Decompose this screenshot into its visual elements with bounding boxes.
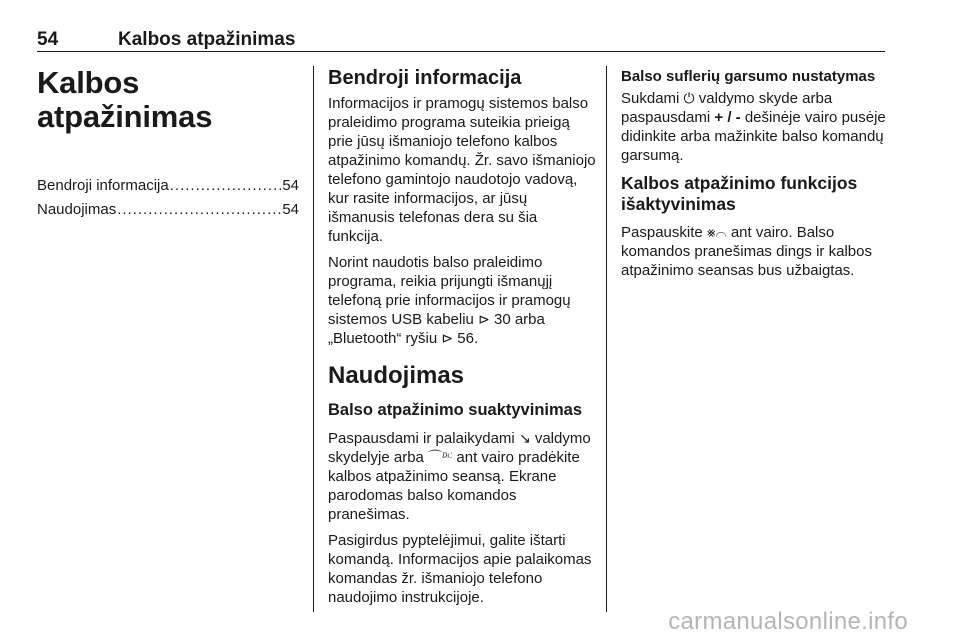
column-middle (328, 66, 596, 614)
subheading-activation: Balso atpažinimo suaktyvinimas (328, 401, 583, 419)
mute-end-call-icon: ⨳⌒ (706, 224, 727, 240)
section-heading-usage: Naudojimas (328, 362, 465, 389)
toc-leader-dots (170, 174, 282, 198)
toc-entry[interactable] (37, 198, 299, 222)
column-left (37, 66, 299, 222)
volume-keys: + / - (714, 109, 741, 126)
subheading-deactivate: Kalbos atpažinimo funkcijos išaktyvinimas (621, 173, 858, 214)
power-knob-icon: ⏻ (683, 90, 695, 106)
toc-leader-dots (117, 198, 281, 222)
voice-button-icon: ↘ (518, 430, 531, 446)
chapter-title: Kalbos atpažinimas (37, 65, 213, 134)
page-number: 54 (37, 29, 59, 50)
watermark: carmanualsonline.info (668, 608, 908, 635)
toc-label: Naudojimas (37, 201, 117, 218)
toc-page: 54 (282, 201, 299, 218)
page-reference-link[interactable]: 56. (457, 330, 479, 347)
toc-label: Bendroji informacija (37, 177, 169, 194)
toc-page: 54 (282, 177, 299, 194)
subheading-volume: Balso suflerių garsumo nustatymas (621, 68, 876, 85)
paragraph: Informacijos ir pramogų sistemos balso praleidimo programa suteikia prieigą prie jūsų išmaniojo telefono kalbos atpažinimo komandų. Žr. savo išmaniojo telefono gamintojo naudotojo vadovą, kur rasite informacijos, ar jūsų išmanusis telefonas dera su šia funkcija. (328, 95, 596, 245)
ref-arrow-icon: ⊳ (478, 311, 490, 327)
toc-entry[interactable] (37, 174, 299, 198)
paragraph: Paspausdami ir palaikydami ↘ valdymo skydelyje arba ⌒𝄊 ant vairo pradėkite kalbos atpažinimo seansą. Ekrane parodomas balso komandos pranešimas. (328, 430, 591, 523)
paragraph: Pasigirdus pyptelėjimui, galite ištarti komandą. Informacijos apie palaikomas komandas žr. išmaniojo telefono naudojimo instrukcijoje. (328, 532, 592, 606)
paragraph: Paspauskite ⨳⌒ ant vairo. Balso komandos pranešimas dings ir kalbos atpažinimo seansas bus užbaigtas. (621, 224, 872, 279)
steering-voice-icon: ⌒𝄊 (428, 449, 453, 465)
page-reference-link[interactable]: 30 (493, 311, 511, 328)
column-right (621, 66, 889, 287)
running-title: Kalbos atpažinimas (118, 29, 296, 50)
page-header (37, 29, 885, 52)
section-heading-general: Bendroji informacija (328, 67, 522, 89)
paragraph: Sukdami ⏻ valdymo skyde arba paspausdami + / - dešinėje vairo pusėje didinkite arba mažinkite balso komandų garsumą. (621, 90, 886, 164)
column-divider (313, 66, 314, 612)
paragraph: Norint naudotis balso praleidimo programa, reikia prijungti išmanųjį telefoną prie informacijos ir pramogų sistemos USB kabeliu ⊳ 30 arba „Bluetooth“ ryšiu ⊳ 56. (328, 254, 571, 347)
column-divider (606, 66, 607, 612)
ref-arrow-icon: ⊳ (441, 330, 454, 346)
